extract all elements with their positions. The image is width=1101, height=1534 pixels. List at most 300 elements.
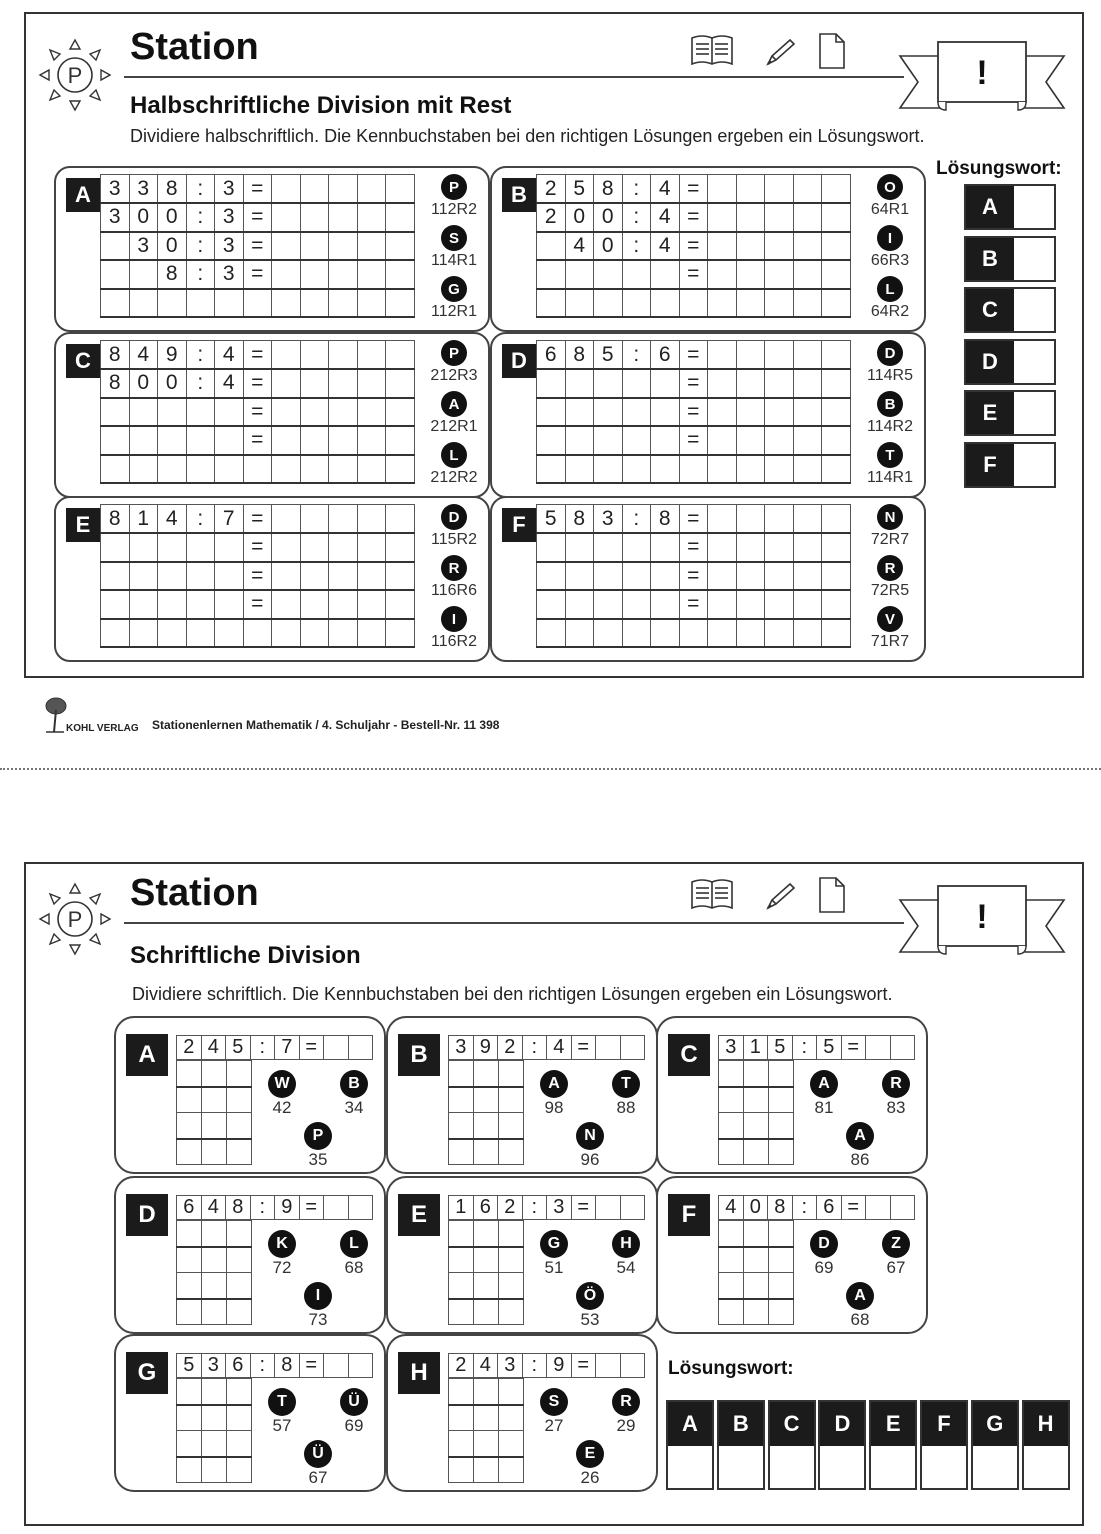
grid-cell[interactable] (651, 260, 680, 289)
working-cell[interactable] (474, 1247, 499, 1273)
grid-cell[interactable]: 4 (565, 232, 594, 261)
grid-cell[interactable] (357, 455, 386, 484)
grid-cell[interactable]: 8 (101, 505, 130, 534)
grid-cell[interactable] (822, 426, 851, 455)
grid-cell[interactable] (622, 590, 651, 619)
grid-cell[interactable] (272, 398, 301, 427)
grid-cell[interactable] (679, 289, 708, 318)
grid-cell[interactable]: 2 (537, 175, 566, 204)
grid-cell[interactable] (215, 590, 244, 619)
calculation-grid[interactable] (536, 504, 851, 648)
grid-cell[interactable] (594, 590, 623, 619)
grid-cell[interactable] (357, 175, 386, 204)
working-cell[interactable] (719, 1061, 744, 1087)
grid-cell[interactable] (765, 590, 794, 619)
working-cell[interactable] (202, 1061, 227, 1087)
grid-cell[interactable] (708, 289, 737, 318)
grid-cell[interactable] (101, 533, 130, 562)
grid-cell[interactable] (765, 562, 794, 591)
grid-cell[interactable] (537, 619, 566, 648)
working-cell[interactable] (474, 1299, 499, 1325)
working-cell[interactable] (227, 1273, 252, 1299)
equation-cell[interactable]: 1 (743, 1036, 768, 1060)
grid-cell[interactable] (594, 426, 623, 455)
solution-box-b[interactable] (717, 1400, 765, 1490)
working-cell[interactable] (202, 1431, 227, 1457)
grid-cell[interactable] (158, 619, 187, 648)
grid-cell[interactable] (272, 341, 301, 370)
grid-cell[interactable] (329, 426, 358, 455)
grid-cell[interactable]: = (243, 426, 272, 455)
grid-cell[interactable] (357, 562, 386, 591)
equation-cell[interactable]: 4 (473, 1354, 498, 1378)
grid-cell[interactable] (708, 505, 737, 534)
working-cell[interactable] (719, 1113, 744, 1139)
grid-cell[interactable] (822, 505, 851, 534)
grid-cell[interactable]: = (679, 341, 708, 370)
grid-cell[interactable] (822, 260, 851, 289)
grid-cell[interactable] (651, 369, 680, 398)
grid-cell[interactable] (186, 398, 215, 427)
grid-cell[interactable] (101, 232, 130, 261)
working-cell[interactable] (177, 1431, 202, 1457)
grid-cell[interactable] (594, 369, 623, 398)
grid-cell[interactable] (537, 232, 566, 261)
solution-box-blank[interactable] (1014, 392, 1054, 434)
grid-cell[interactable]: = (243, 260, 272, 289)
grid-cell[interactable]: 3 (101, 175, 130, 204)
grid-cell[interactable]: 3 (215, 203, 244, 232)
grid-cell[interactable] (765, 533, 794, 562)
equation-cell[interactable] (620, 1036, 645, 1060)
grid-cell[interactable] (158, 289, 187, 318)
working-cell[interactable] (769, 1221, 794, 1247)
grid-cell[interactable] (793, 562, 822, 591)
grid-cell[interactable]: 9 (158, 341, 187, 370)
grid-cell[interactable]: 0 (158, 203, 187, 232)
working-cell[interactable] (769, 1061, 794, 1087)
equation-cell[interactable]: 4 (201, 1036, 226, 1060)
working-grid[interactable] (176, 1378, 252, 1483)
grid-cell[interactable] (243, 289, 272, 318)
grid-cell[interactable] (300, 590, 329, 619)
working-grid[interactable] (176, 1060, 252, 1165)
grid-cell[interactable]: 3 (129, 175, 158, 204)
grid-cell[interactable] (565, 369, 594, 398)
working-cell[interactable] (227, 1139, 252, 1165)
grid-cell[interactable] (822, 398, 851, 427)
grid-cell[interactable]: 5 (594, 341, 623, 370)
grid-cell[interactable] (386, 505, 415, 534)
working-cell[interactable] (499, 1061, 524, 1087)
grid-cell[interactable] (736, 289, 765, 318)
grid-cell[interactable] (793, 533, 822, 562)
equation-cell[interactable] (620, 1354, 645, 1378)
grid-cell[interactable] (129, 289, 158, 318)
equation-cell[interactable] (348, 1354, 373, 1378)
equation-cell[interactable]: = (571, 1354, 596, 1378)
grid-cell[interactable]: : (186, 369, 215, 398)
grid-cell[interactable]: 4 (651, 232, 680, 261)
solution-box-e[interactable] (964, 390, 1056, 436)
grid-cell[interactable]: 8 (565, 505, 594, 534)
grid-cell[interactable]: 0 (594, 203, 623, 232)
equation-cell[interactable]: = (299, 1036, 324, 1060)
grid-cell[interactable] (272, 455, 301, 484)
grid-cell[interactable] (101, 289, 130, 318)
grid-cell[interactable] (765, 619, 794, 648)
working-grid[interactable] (718, 1060, 794, 1165)
grid-cell[interactable] (651, 562, 680, 591)
grid-cell[interactable] (300, 369, 329, 398)
working-cell[interactable] (719, 1221, 744, 1247)
working-grid[interactable] (448, 1378, 524, 1483)
calculation-grid[interactable] (100, 174, 415, 318)
grid-cell[interactable] (129, 426, 158, 455)
equation-cell[interactable]: = (299, 1354, 324, 1378)
grid-cell[interactable]: : (186, 505, 215, 534)
grid-cell[interactable]: : (622, 203, 651, 232)
grid-cell[interactable] (565, 398, 594, 427)
grid-cell[interactable] (793, 203, 822, 232)
working-cell[interactable] (719, 1299, 744, 1325)
equation-cell[interactable]: : (522, 1354, 547, 1378)
working-cell[interactable] (177, 1405, 202, 1431)
grid-cell[interactable] (101, 260, 130, 289)
grid-cell[interactable] (386, 203, 415, 232)
equation-cell[interactable]: 8 (226, 1196, 251, 1220)
equation-cell[interactable]: 4 (719, 1196, 744, 1220)
grid-cell[interactable] (708, 562, 737, 591)
grid-cell[interactable]: = (243, 398, 272, 427)
equation-cell[interactable] (596, 1354, 621, 1378)
equation-cell[interactable] (866, 1036, 891, 1060)
equation-cell[interactable]: 4 (201, 1196, 226, 1220)
equation-cell[interactable] (596, 1036, 621, 1060)
grid-cell[interactable]: = (243, 175, 272, 204)
grid-cell[interactable] (736, 426, 765, 455)
grid-cell[interactable] (386, 341, 415, 370)
grid-cell[interactable] (822, 341, 851, 370)
equation-cell[interactable]: 3 (449, 1036, 474, 1060)
working-cell[interactable] (499, 1087, 524, 1113)
equation-cell[interactable]: 2 (498, 1036, 523, 1060)
grid-cell[interactable] (708, 369, 737, 398)
grid-cell[interactable] (537, 590, 566, 619)
grid-cell[interactable]: : (622, 232, 651, 261)
grid-cell[interactable]: 8 (101, 369, 130, 398)
grid-cell[interactable] (357, 533, 386, 562)
grid-cell[interactable] (622, 562, 651, 591)
grid-cell[interactable] (594, 398, 623, 427)
grid-cell[interactable] (622, 533, 651, 562)
grid-cell[interactable]: 8 (158, 260, 187, 289)
grid-cell[interactable] (765, 203, 794, 232)
grid-cell[interactable] (215, 426, 244, 455)
grid-cell[interactable] (651, 426, 680, 455)
grid-cell[interactable]: 8 (565, 341, 594, 370)
grid-cell[interactable]: 3 (594, 505, 623, 534)
working-cell[interactable] (744, 1061, 769, 1087)
grid-cell[interactable] (101, 398, 130, 427)
grid-cell[interactable] (186, 562, 215, 591)
equation-cell[interactable]: 6 (226, 1354, 251, 1378)
grid-cell[interactable] (300, 203, 329, 232)
working-cell[interactable] (744, 1299, 769, 1325)
grid-cell[interactable] (594, 619, 623, 648)
grid-cell[interactable] (300, 289, 329, 318)
working-cell[interactable] (202, 1457, 227, 1483)
grid-cell[interactable] (679, 455, 708, 484)
grid-cell[interactable]: = (243, 505, 272, 534)
grid-cell[interactable] (272, 562, 301, 591)
equation-cell[interactable]: 5 (226, 1036, 251, 1060)
grid-cell[interactable] (300, 175, 329, 204)
working-cell[interactable] (449, 1431, 474, 1457)
grid-cell[interactable] (822, 562, 851, 591)
grid-cell[interactable] (708, 175, 737, 204)
grid-cell[interactable] (357, 505, 386, 534)
grid-cell[interactable]: 7 (215, 505, 244, 534)
grid-cell[interactable] (822, 590, 851, 619)
grid-cell[interactable] (357, 289, 386, 318)
equation-cell[interactable]: 9 (473, 1036, 498, 1060)
grid-cell[interactable] (565, 455, 594, 484)
grid-cell[interactable] (736, 562, 765, 591)
grid-cell[interactable]: = (243, 590, 272, 619)
grid-cell[interactable] (622, 398, 651, 427)
grid-cell[interactable] (329, 175, 358, 204)
grid-cell[interactable] (357, 398, 386, 427)
grid-cell[interactable]: = (243, 203, 272, 232)
working-cell[interactable] (202, 1087, 227, 1113)
grid-cell[interactable]: 2 (537, 203, 566, 232)
grid-cell[interactable]: : (622, 341, 651, 370)
grid-cell[interactable] (793, 289, 822, 318)
equation-cell[interactable] (324, 1036, 349, 1060)
grid-cell[interactable] (565, 260, 594, 289)
grid-cell[interactable] (822, 369, 851, 398)
grid-cell[interactable] (357, 426, 386, 455)
grid-cell[interactable] (765, 175, 794, 204)
grid-cell[interactable] (594, 533, 623, 562)
grid-cell[interactable] (651, 289, 680, 318)
equation-cell[interactable]: 4 (547, 1036, 572, 1060)
grid-cell[interactable]: : (622, 505, 651, 534)
working-cell[interactable] (744, 1139, 769, 1165)
grid-cell[interactable] (158, 562, 187, 591)
equation-grid[interactable] (176, 1353, 373, 1378)
solution-box-a[interactable] (964, 184, 1056, 230)
equation-cell[interactable]: = (841, 1196, 866, 1220)
working-cell[interactable] (449, 1247, 474, 1273)
grid-cell[interactable] (386, 619, 415, 648)
grid-cell[interactable] (329, 590, 358, 619)
equation-grid[interactable] (718, 1035, 915, 1060)
grid-cell[interactable]: 3 (129, 232, 158, 261)
grid-cell[interactable] (793, 260, 822, 289)
working-cell[interactable] (177, 1379, 202, 1405)
solution-box-blank[interactable] (1014, 444, 1054, 486)
working-cell[interactable] (449, 1139, 474, 1165)
working-cell[interactable] (474, 1379, 499, 1405)
working-cell[interactable] (499, 1379, 524, 1405)
working-cell[interactable] (499, 1113, 524, 1139)
grid-cell[interactable] (329, 289, 358, 318)
working-cell[interactable] (227, 1087, 252, 1113)
grid-cell[interactable] (129, 590, 158, 619)
working-cell[interactable] (202, 1299, 227, 1325)
grid-cell[interactable] (300, 505, 329, 534)
working-cell[interactable] (227, 1379, 252, 1405)
equation-cell[interactable]: 9 (547, 1354, 572, 1378)
grid-cell[interactable] (158, 426, 187, 455)
equation-grid[interactable] (448, 1353, 645, 1378)
grid-cell[interactable] (272, 203, 301, 232)
working-cell[interactable] (202, 1139, 227, 1165)
working-cell[interactable] (449, 1221, 474, 1247)
grid-cell[interactable] (101, 619, 130, 648)
grid-cell[interactable] (329, 398, 358, 427)
grid-cell[interactable] (272, 232, 301, 261)
grid-cell[interactable] (329, 619, 358, 648)
grid-cell[interactable] (386, 398, 415, 427)
equation-grid[interactable] (448, 1195, 645, 1220)
grid-cell[interactable] (357, 232, 386, 261)
equation-cell[interactable]: : (792, 1196, 817, 1220)
equation-cell[interactable] (890, 1036, 915, 1060)
calculation-grid[interactable] (536, 174, 851, 318)
solution-box-blank[interactable] (1014, 238, 1054, 280)
grid-cell[interactable] (679, 619, 708, 648)
grid-cell[interactable] (537, 260, 566, 289)
grid-cell[interactable] (651, 619, 680, 648)
equation-cell[interactable]: 9 (275, 1196, 300, 1220)
working-cell[interactable] (719, 1273, 744, 1299)
grid-cell[interactable] (215, 562, 244, 591)
grid-cell[interactable] (736, 619, 765, 648)
grid-cell[interactable] (129, 455, 158, 484)
equation-cell[interactable] (866, 1196, 891, 1220)
grid-cell[interactable]: = (679, 398, 708, 427)
grid-cell[interactable] (822, 203, 851, 232)
equation-cell[interactable]: 2 (177, 1036, 202, 1060)
grid-cell[interactable]: = (679, 505, 708, 534)
working-cell[interactable] (177, 1087, 202, 1113)
grid-cell[interactable]: = (679, 260, 708, 289)
working-cell[interactable] (744, 1273, 769, 1299)
grid-cell[interactable] (129, 562, 158, 591)
working-cell[interactable] (499, 1457, 524, 1483)
grid-cell[interactable] (708, 398, 737, 427)
equation-cell[interactable]: 1 (449, 1196, 474, 1220)
grid-cell[interactable]: 3 (101, 203, 130, 232)
working-cell[interactable] (227, 1405, 252, 1431)
grid-cell[interactable] (822, 619, 851, 648)
grid-cell[interactable] (101, 562, 130, 591)
grid-cell[interactable]: 0 (129, 203, 158, 232)
grid-cell[interactable]: = (679, 590, 708, 619)
grid-cell[interactable] (101, 455, 130, 484)
grid-cell[interactable] (158, 455, 187, 484)
grid-cell[interactable]: 4 (651, 203, 680, 232)
grid-cell[interactable] (386, 260, 415, 289)
working-cell[interactable] (177, 1457, 202, 1483)
grid-cell[interactable] (537, 398, 566, 427)
grid-cell[interactable]: 0 (158, 232, 187, 261)
grid-cell[interactable] (357, 341, 386, 370)
grid-cell[interactable]: = (679, 562, 708, 591)
working-grid[interactable] (176, 1220, 252, 1325)
grid-cell[interactable] (300, 619, 329, 648)
working-cell[interactable] (474, 1139, 499, 1165)
grid-cell[interactable] (300, 398, 329, 427)
working-cell[interactable] (449, 1113, 474, 1139)
grid-cell[interactable] (594, 260, 623, 289)
grid-cell[interactable]: = (679, 203, 708, 232)
grid-cell[interactable] (300, 533, 329, 562)
equation-cell[interactable]: : (522, 1036, 547, 1060)
grid-cell[interactable] (765, 398, 794, 427)
working-cell[interactable] (177, 1139, 202, 1165)
grid-cell[interactable]: 0 (158, 369, 187, 398)
working-grid[interactable] (718, 1220, 794, 1325)
grid-cell[interactable] (215, 398, 244, 427)
grid-cell[interactable] (386, 289, 415, 318)
working-cell[interactable] (202, 1405, 227, 1431)
grid-cell[interactable] (386, 232, 415, 261)
equation-cell[interactable] (324, 1354, 349, 1378)
equation-cell[interactable]: 2 (449, 1354, 474, 1378)
grid-cell[interactable] (736, 398, 765, 427)
grid-cell[interactable] (565, 426, 594, 455)
equation-cell[interactable] (348, 1036, 373, 1060)
working-cell[interactable] (474, 1405, 499, 1431)
equation-cell[interactable]: 0 (743, 1196, 768, 1220)
equation-grid[interactable] (176, 1035, 373, 1060)
working-cell[interactable] (449, 1405, 474, 1431)
grid-cell[interactable] (708, 260, 737, 289)
grid-cell[interactable] (708, 619, 737, 648)
working-cell[interactable] (499, 1247, 524, 1273)
equation-cell[interactable] (348, 1196, 373, 1220)
grid-cell[interactable] (300, 260, 329, 289)
working-cell[interactable] (449, 1061, 474, 1087)
grid-cell[interactable]: 1 (129, 505, 158, 534)
equation-cell[interactable] (596, 1196, 621, 1220)
grid-cell[interactable]: = (243, 341, 272, 370)
working-cell[interactable] (474, 1457, 499, 1483)
grid-cell[interactable] (736, 455, 765, 484)
equation-cell[interactable]: = (299, 1196, 324, 1220)
grid-cell[interactable] (793, 398, 822, 427)
grid-cell[interactable] (272, 260, 301, 289)
grid-cell[interactable] (708, 341, 737, 370)
grid-cell[interactable] (765, 289, 794, 318)
working-cell[interactable] (769, 1299, 794, 1325)
working-cell[interactable] (449, 1457, 474, 1483)
grid-cell[interactable] (736, 260, 765, 289)
grid-cell[interactable] (708, 232, 737, 261)
grid-cell[interactable] (386, 533, 415, 562)
working-cell[interactable] (769, 1273, 794, 1299)
grid-cell[interactable] (386, 369, 415, 398)
grid-cell[interactable] (129, 398, 158, 427)
grid-cell[interactable] (101, 590, 130, 619)
working-cell[interactable] (744, 1221, 769, 1247)
grid-cell[interactable] (272, 590, 301, 619)
grid-cell[interactable] (272, 533, 301, 562)
